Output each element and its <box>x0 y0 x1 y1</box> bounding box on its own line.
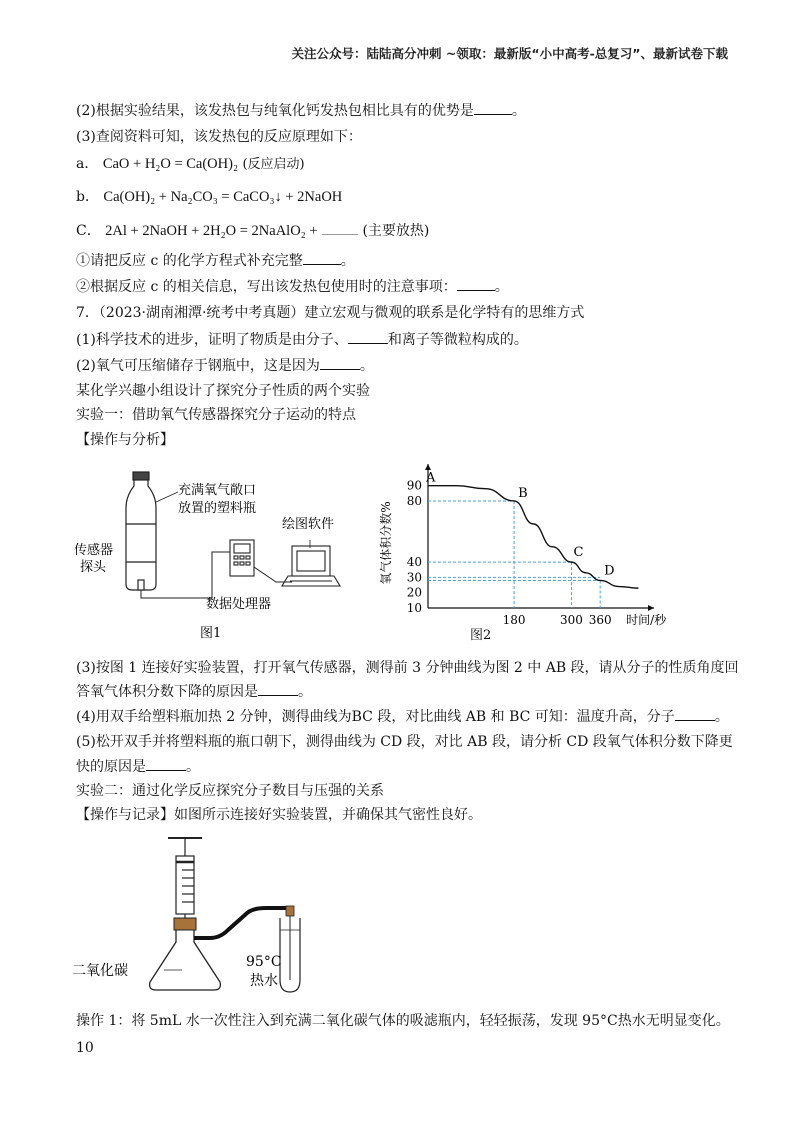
data-processor <box>230 540 254 576</box>
q7-2 <box>76 355 374 375</box>
answer-blank[interactable] <box>348 329 388 344</box>
q6-2-end: 。 <box>511 103 526 119</box>
answer-blank[interactable] <box>303 250 341 265</box>
bottle-label-2: 放置的塑料瓶 <box>178 501 257 516</box>
experiment-2-title: 实验二：通过化学反应探究分子数目与压强的关系 <box>76 783 384 799</box>
eq-c-formula: 2Al + 2NaOH + 2H₂O = 2NaAlO₂ + <box>105 223 318 239</box>
sensor-wire <box>141 552 230 598</box>
answer-blank[interactable] <box>320 355 360 370</box>
eq-b-label: b． <box>76 189 99 205</box>
operation-record: 【操作与记录】如图所示连接好实验装置，并确保其气密性良好。 <box>76 807 482 823</box>
q7-1 <box>76 329 528 349</box>
q6-3: (3)查阅资料可知，该发热包的反应原理如下： <box>76 129 362 145</box>
eq-c-label: C． <box>76 223 101 239</box>
y-tick-label: 90 <box>406 478 422 493</box>
q7-5-cont-text: 快的原因是 <box>76 759 146 775</box>
x-tick-label: 180 <box>502 613 526 627</box>
q7-2-end: 。 <box>359 358 374 374</box>
q6-2-text: (2)根据实验结果，该发热包与纯氧化钙发热包相比具有的优势是 <box>76 103 474 119</box>
sensor-label-2: 探头 <box>80 560 107 575</box>
operation-1: 操作 1：将 5mL 水一次性注入到充满二氧化碳气体的吸滤瓶内，轻轻振荡，发现 95°C热水无明显变化。 <box>76 1013 730 1029</box>
eq-b-formula: Ca(OH)₂ + Na₂CO₃ = CaCO₃↓ + 2NaOH <box>103 189 343 205</box>
rubber-stopper <box>174 918 196 930</box>
figure-1-caption: 图1 <box>200 626 222 641</box>
page-header: 关注公众号：陆陆高分冲刺 ~领取：最新版“小中高考-总复习”、最新试卷下载 <box>291 46 728 61</box>
answer-blank[interactable] <box>146 756 186 771</box>
plastic-bottle <box>126 472 156 590</box>
equation-c <box>76 220 429 240</box>
y-axis-arrow <box>425 464 431 470</box>
q7-1-end: 和离子等微粒构成的。 <box>387 332 528 348</box>
figure-2-chart <box>370 448 667 648</box>
eq-a-note: (反应启动) <box>242 157 305 172</box>
x-tick-label: 300 <box>560 613 583 627</box>
answer-blank[interactable] <box>457 276 495 291</box>
q6-3-2-end: 。 <box>494 279 509 295</box>
q7-5-cont <box>76 756 200 776</box>
point-label-b: B <box>518 485 528 501</box>
y-tick-label: 40 <box>406 555 422 570</box>
equation-b <box>76 186 342 206</box>
eq-a-label: a． <box>76 156 99 172</box>
q7-2-text: (2)氧气可压缩储存于钢瓶中，这是因为 <box>76 358 320 374</box>
q7-3-end: 。 <box>298 684 312 700</box>
q6-3-1 <box>76 250 355 270</box>
point-label-a: A <box>426 470 436 486</box>
page-number: 10 <box>76 1040 94 1056</box>
q7-1-text: (1)科学技术的进步，证明了物质是由分子、 <box>76 332 348 348</box>
q7-3-cont <box>76 681 312 701</box>
q7-intro: 某化学兴趣小组设计了探究分子性质的两个实验 <box>76 383 370 399</box>
q6-3-2 <box>76 276 509 296</box>
co2-label: 二氧化碳 <box>72 963 128 979</box>
figure-2-caption: 图2 <box>470 628 492 643</box>
q7-stem: 7．（2023·湖南湘潭·统考中考真题）建立宏观与微观的联系是化学特有的思维方式 <box>76 305 585 321</box>
computer <box>282 546 340 586</box>
q7-4-end: 。 <box>714 709 729 725</box>
eq-c-note: (主要放热) <box>362 223 430 239</box>
eq-a-formula: CaO + H₂O = Ca(OH)₂ <box>102 156 239 172</box>
y-tick-label: 80 <box>406 493 422 508</box>
operation-analysis-heading: 【操作与分析】 <box>76 432 174 448</box>
point-label-d: D <box>604 563 615 579</box>
experiment-1-title: 实验一：借助氧气传感器探究分子运动的特点 <box>76 407 356 423</box>
syringe <box>168 838 202 920</box>
sensor-label-1: 传感器 <box>74 543 114 558</box>
software-label: 绘图软件 <box>282 517 335 532</box>
equation-a <box>76 153 305 173</box>
answer-blank[interactable] <box>474 100 512 115</box>
y-tick-label: 20 <box>406 585 422 600</box>
answer-blank[interactable] <box>258 681 298 696</box>
x-axis-label: 时间/秒 <box>626 613 667 627</box>
processor-label: 数据处理器 <box>206 597 272 612</box>
y-tick-label: 10 <box>406 601 422 615</box>
equation-blank[interactable] <box>322 220 358 235</box>
y-axis-label: 氧气体积分数% <box>379 501 393 585</box>
q6-3-1-text: ①请把反应 c 的化学方程式补充完整 <box>76 253 303 269</box>
x-tick-label: 360 <box>588 613 612 627</box>
q7-4 <box>76 706 729 726</box>
figure-3-apparatus <box>70 830 350 1000</box>
bottle-pointer <box>156 492 178 502</box>
point-label-c: C <box>573 545 584 561</box>
q7-3-cont-text: 答氧气体积分数下降的原因是 <box>76 684 258 700</box>
answer-blank[interactable] <box>675 706 715 721</box>
q7-5-end: 。 <box>186 759 200 775</box>
rubber-tube <box>194 908 290 938</box>
q7-5: (5)松开双手并将塑料瓶的瓶口朝下，测得曲线为 CD 段，对比 AB 段，请分析 CD 段氧气体积分数下降更 <box>76 734 733 750</box>
q6-2 <box>76 100 526 120</box>
water-label-1: 95°C <box>246 954 282 970</box>
y-tick-label: 30 <box>406 570 422 585</box>
q6-3-2-text: ②根据反应 c 的相关信息，写出该发热包使用时的注意事项： <box>76 279 457 295</box>
x-axis-arrow <box>648 605 654 611</box>
q7-3: (3)按图 1 连接好实验装置，打开氧气传感器，测得前 3 分钟曲线为图 2 中 AB 段，请从分子的性质角度回 <box>76 660 739 676</box>
bottle-label-1: 充满氧气敞口 <box>178 483 257 498</box>
water-label-2: 热水 <box>250 973 278 989</box>
q7-4-text: (4)用双手给塑料瓶加热 2 分钟，测得曲线为BC 段，对比曲线 AB 和 BC 可知：温度升高，分子 <box>76 709 675 725</box>
q6-3-1-end: 。 <box>340 253 355 269</box>
figure-1 <box>70 462 370 642</box>
